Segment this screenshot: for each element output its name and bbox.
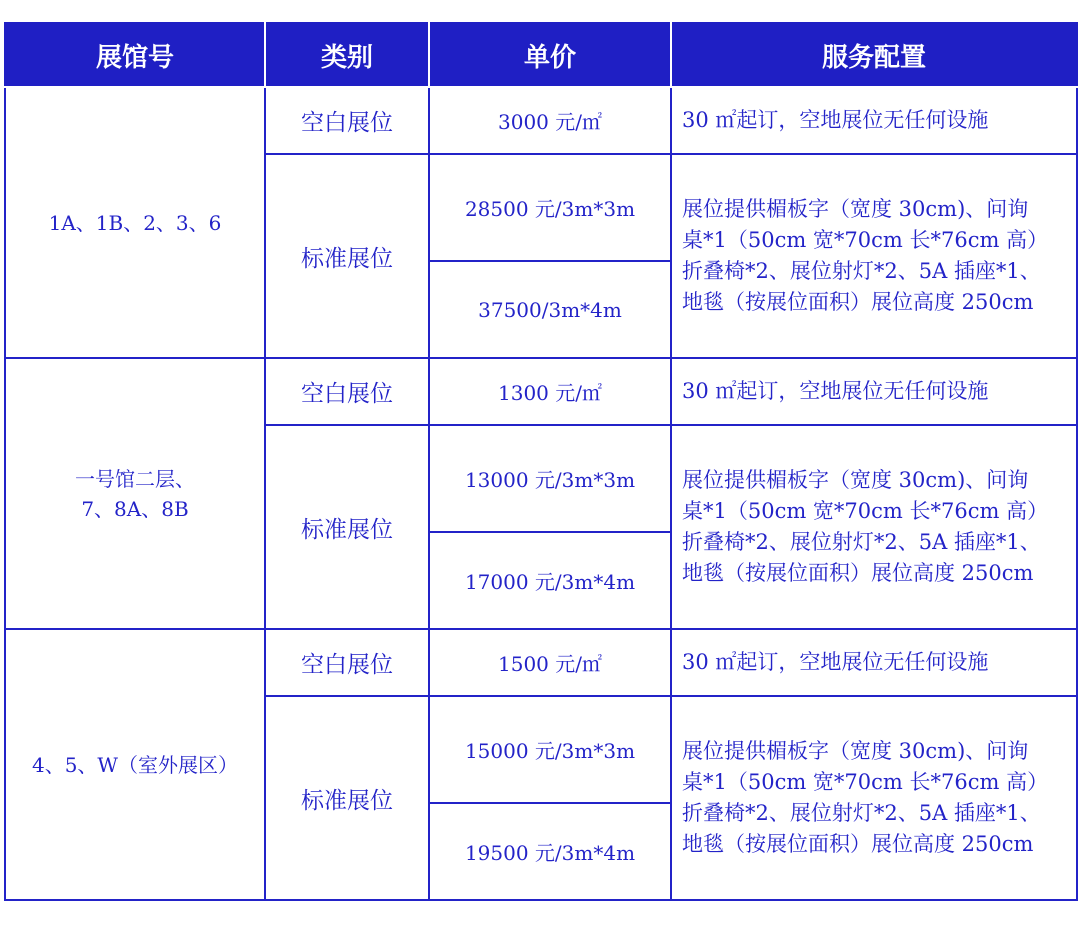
exhibition-price-table [4, 22, 1078, 901]
table-row [5, 358, 1077, 425]
header-hall: 展馆号 [5, 23, 265, 87]
service-cell [671, 154, 1077, 358]
table-row [5, 87, 1077, 154]
service-cell: 30 ㎡起订，空地展位无任何设施 [671, 629, 1077, 696]
price-cell: 1500 元/㎡ [429, 629, 671, 696]
hall-cell: 一号馆二层、 7、8A、8B [5, 358, 265, 629]
service-cell [671, 425, 1077, 629]
category-cell: 空白展位 [265, 629, 429, 696]
service-line: 地毯（按展位面积）展位高度 250cm [682, 290, 1034, 314]
hall-cell: 1A、1B、2、3、6 [5, 87, 265, 358]
service-line: 展位提供楣板字（宽度 30cm)、问询 [682, 468, 1029, 492]
category-cell: 空白展位 [265, 87, 429, 154]
service-line: 桌*1（50cm 宽*70cm 长*76cm 高） [682, 770, 1049, 794]
price-table-container [4, 22, 1076, 901]
header-service: 服务配置 [671, 23, 1077, 87]
category-cell: 标准展位 [265, 154, 429, 358]
category-cell: 标准展位 [265, 425, 429, 629]
header-row [5, 23, 1077, 87]
hall-cell: 4、5、W（室外展区） [5, 629, 265, 900]
service-line: 展位提供楣板字（宽度 30cm)、问询 [682, 739, 1029, 763]
header-price: 单价 [429, 23, 671, 87]
service-cell [671, 696, 1077, 900]
price-cell: 15000 元/3m*3m [429, 696, 671, 803]
service-line: 地毯（按展位面积）展位高度 250cm [682, 832, 1034, 856]
category-cell: 空白展位 [265, 358, 429, 425]
category-cell: 标准展位 [265, 696, 429, 900]
service-line: 折叠椅*2、展位射灯*2、5A 插座*1、 [682, 530, 1041, 554]
service-line: 展位提供楣板字（宽度 30cm)、问询 [682, 197, 1029, 221]
price-cell: 37500/3m*4m [429, 261, 671, 358]
service-line: 折叠椅*2、展位射灯*2、5A 插座*1、 [682, 801, 1041, 825]
service-line: 桌*1（50cm 宽*70cm 长*76cm 高） [682, 228, 1049, 252]
header-category: 类别 [265, 23, 429, 87]
price-cell: 28500 元/3m*3m [429, 154, 671, 261]
table-row [5, 629, 1077, 696]
price-cell: 19500 元/3m*4m [429, 803, 671, 900]
price-cell: 3000 元/㎡ [429, 87, 671, 154]
service-cell: 30 ㎡起订，空地展位无任何设施 [671, 87, 1077, 154]
price-cell: 13000 元/3m*3m [429, 425, 671, 532]
service-line: 地毯（按展位面积）展位高度 250cm [682, 561, 1034, 585]
service-line: 桌*1（50cm 宽*70cm 长*76cm 高） [682, 499, 1049, 523]
price-cell: 1300 元/㎡ [429, 358, 671, 425]
price-cell: 17000 元/3m*4m [429, 532, 671, 629]
service-cell: 30 ㎡起订，空地展位无任何设施 [671, 358, 1077, 425]
service-line: 折叠椅*2、展位射灯*2、5A 插座*1、 [682, 259, 1041, 283]
